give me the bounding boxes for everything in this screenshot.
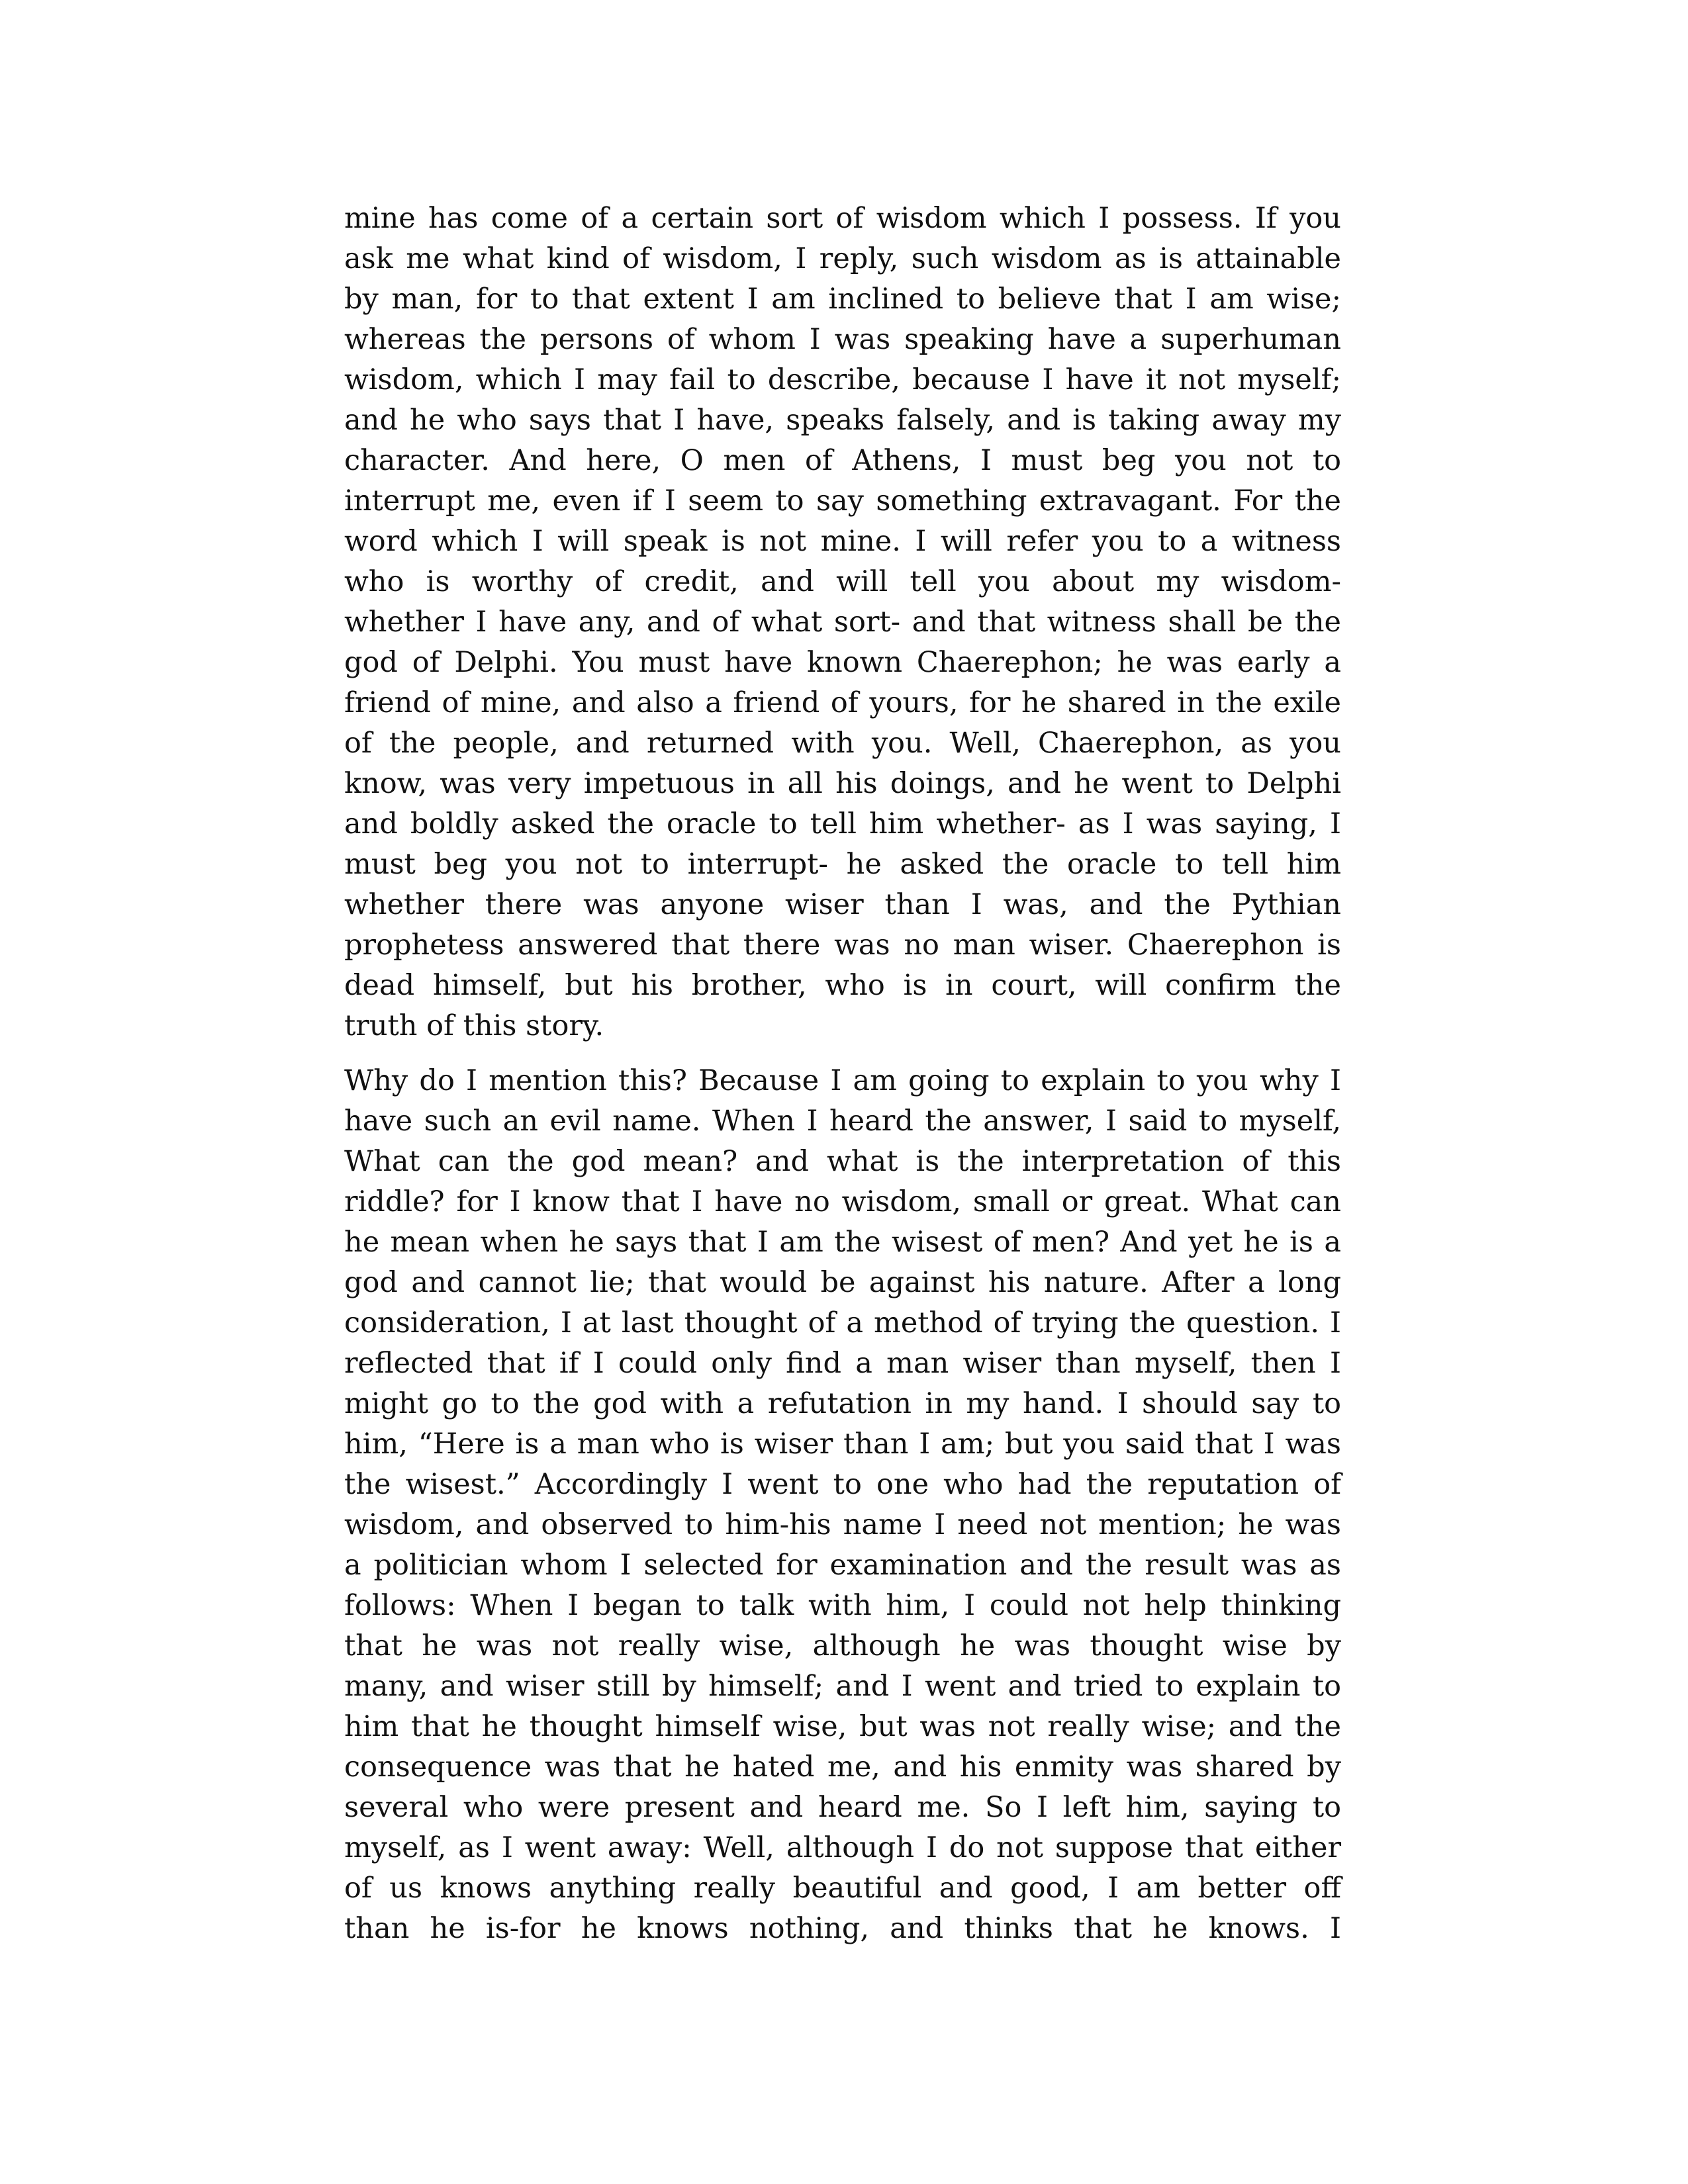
text-line: mine has come of a certain sort of wisdom which I possess. If you: [344, 202, 1341, 235]
text-line: than he is-for he knows nothing, and thinks that he knows. I: [344, 1912, 1341, 1945]
paragraph-2: [344, 1061, 1341, 1949]
text-line: and he who says that I have, speaks falsely, and is taking away my: [344, 404, 1341, 437]
text-line: god and cannot lie; that would be against his nature. After a long: [344, 1266, 1341, 1299]
text-line: interrupt me, even if I seem to say something extravagant. For the: [344, 484, 1341, 518]
text-line: reflected that if I could only find a man wiser than myself, then I: [344, 1347, 1341, 1380]
text-line: by man, for to that extent I am inclined to believe that I am wise;: [344, 283, 1341, 316]
text-line: wisdom, which I may fail to describe, because I have it not myself;: [344, 363, 1341, 396]
text-line: consequence was that he hated me, and his enmity was shared by: [344, 1751, 1341, 1784]
text-line: character. And here, O men of Athens, I must beg you not to: [344, 444, 1341, 477]
text-line: that he was not really wise, although he was thought wise by: [344, 1629, 1341, 1662]
text-line: follows: When I began to talk with him, I could not help thinking: [344, 1589, 1341, 1622]
text-line: prophetess answered that there was no man wiser. Chaerephon is: [344, 929, 1341, 962]
text-line: many, and wiser still by himself; and I went and tried to explain to: [344, 1670, 1341, 1703]
text-line: he mean when he says that I am the wisest of men? And yet he is a: [344, 1226, 1341, 1259]
text-line: Why do I mention this? Because I am going to explain to you why I: [344, 1064, 1341, 1097]
text-line: word which I will speak is not mine. I will refer you to a witness: [344, 525, 1341, 558]
text-line: riddle? for I know that I have no wisdom, small or great. What can: [344, 1185, 1341, 1218]
text-line: friend of mine, and also a friend of yours, for he shared in the exile: [344, 686, 1341, 719]
text-line: him, “Here is a man who is wiser than I am; but you said that I was: [344, 1428, 1341, 1461]
text-line: What can the god mean? and what is the interpretation of this: [344, 1145, 1341, 1178]
text-line: dead himself, but his brother, who is in court, will confirm the: [344, 969, 1341, 1002]
text-line: the wisest.” Accordingly I went to one who had the reputation of: [344, 1468, 1341, 1501]
text-line: a politician whom I selected for examination and the result was as: [344, 1549, 1341, 1582]
text-line: have such an evil name. When I heard the answer, I said to myself,: [344, 1105, 1341, 1138]
paragraph-1: [344, 199, 1341, 1046]
text-line: of the people, and returned with you. Well, Chaerephon, as you: [344, 727, 1341, 760]
text-line: and boldly asked the oracle to tell him whether- as I was saying, I: [344, 807, 1341, 841]
text-line: several who were present and heard me. So I left him, saying to: [344, 1791, 1341, 1824]
text-line: truth of this story.: [344, 1009, 604, 1042]
text-line: know, was very impetuous in all his doings, and he went to Delphi: [344, 767, 1341, 800]
text-line: of us knows anything really beautiful and good, I am better off: [344, 1872, 1341, 1905]
text-line: wisdom, and observed to him-his name I need not mention; he was: [344, 1508, 1341, 1541]
text-column: [344, 199, 1341, 1949]
text-line: who is worthy of credit, and will tell you about my wisdom-: [344, 565, 1341, 598]
text-line: god of Delphi. You must have known Chaerephon; he was early a: [344, 646, 1341, 679]
text-line: whether I have any, and of what sort- and that witness shall be the: [344, 606, 1341, 639]
text-line: consideration, I at last thought of a method of trying the question. I: [344, 1306, 1341, 1340]
text-line: whether there was anyone wiser than I was, and the Pythian: [344, 888, 1341, 921]
text-line: whereas the persons of whom I was speaking have a superhuman: [344, 323, 1341, 356]
text-line: must beg you not to interrupt- he asked the oracle to tell him: [344, 848, 1341, 881]
text-line: him that he thought himself wise, but was not really wise; and the: [344, 1710, 1341, 1743]
text-line: might go to the god with a refutation in my hand. I should say to: [344, 1387, 1341, 1420]
text-line: ask me what kind of wisdom, I reply, such wisdom as is attainable: [344, 242, 1341, 275]
text-line: myself, as I went away: Well, although I do not suppose that either: [344, 1831, 1341, 1864]
